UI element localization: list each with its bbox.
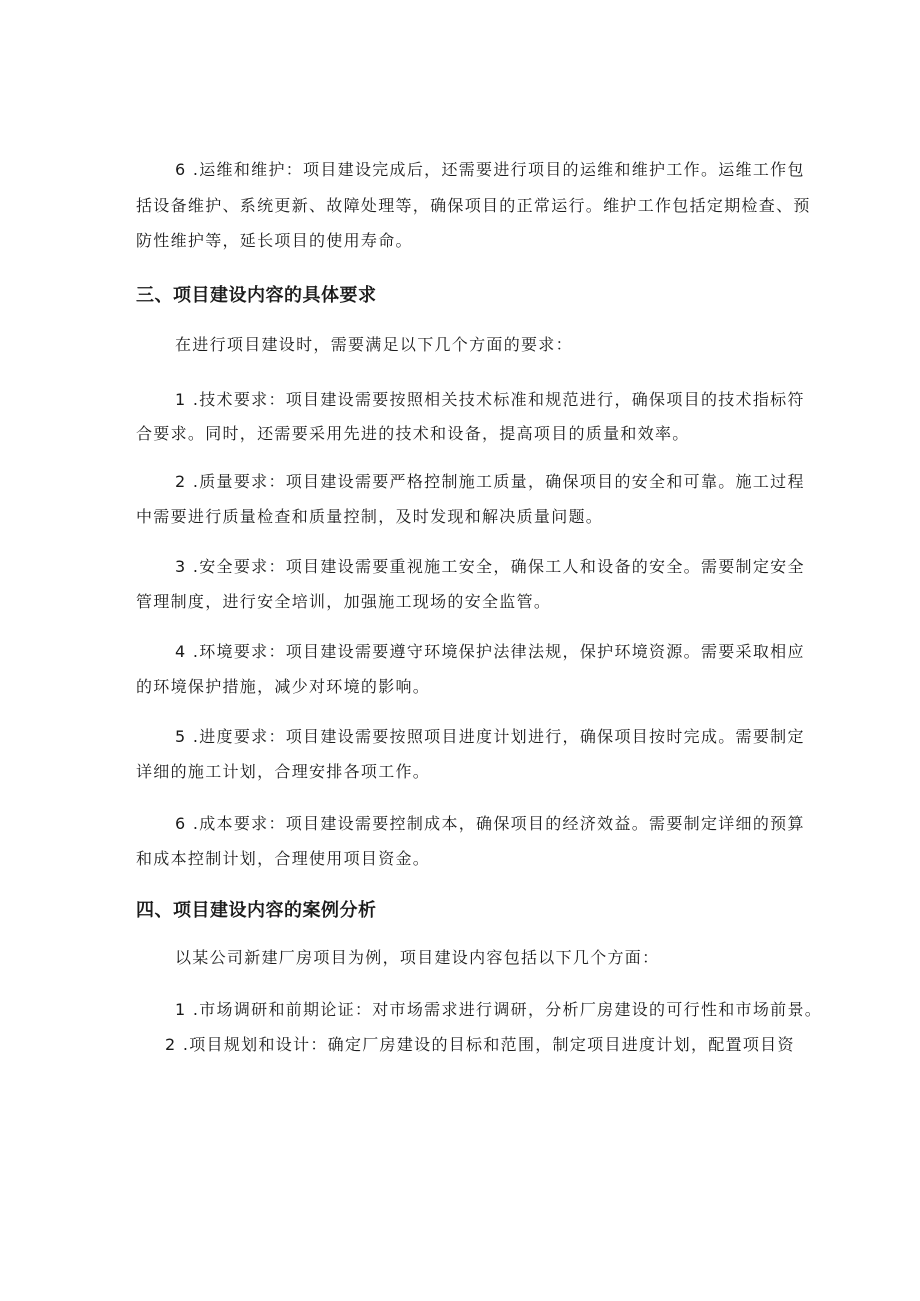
requirement-schedule-line2: 详细的施工计划，合理安排各项工作。	[136, 762, 431, 781]
paragraph-operation-line3: 防性维护等，延长项目的使用寿命。	[136, 231, 413, 250]
requirement-safety-line2: 管理制度，进行安全培训，加强施工现场的安全监管。	[136, 592, 552, 611]
requirement-schedule-line1: 5 .进度要求：项目建设需要按照项目进度计划进行，确保项目按时完成。需要制定	[175, 727, 805, 746]
requirement-safety-line1: 3 .安全要求：项目建设需要重视施工安全，确保工人和设备的安全。需要制定安全	[175, 557, 805, 576]
section4-intro: 以某公司新建厂房项目为例，项目建设内容包括以下几个方面：	[175, 948, 660, 967]
paragraph-operation-line1: 6 .运维和维护：项目建设完成后，还需要进行项目的运维和维护工作。运维工作包	[175, 160, 805, 179]
paragraph-operation-line2: 括设备维护、系统更新、故障处理等，确保项目的正常运行。维护工作包括定期检查、预	[136, 196, 811, 215]
requirement-cost-line2: 和成本控制计划，合理使用项目资金。	[136, 849, 431, 868]
requirement-technical-line1: 1 .技术要求：项目建设需要按照相关技术标准和规范进行，确保项目的技术指标符	[175, 390, 805, 409]
section3-intro: 在进行项目建设时，需要满足以下几个方面的要求：	[175, 335, 573, 354]
requirement-quality-line2: 中需要进行质量检查和质量控制，及时发现和解决质量问题。	[136, 507, 604, 526]
requirement-cost-line1: 6 .成本要求：项目建设需要控制成本，确保项目的经济效益。需要制定详细的预算	[175, 814, 805, 833]
requirement-environment-line1: 4 .环境要求：项目建设需要遵守环境保护法律法规，保护环境资源。需要采取相应	[175, 642, 805, 661]
case-item-planning-design: 2 .项目规划和设计：确定厂房建设的目标和范围，制定项目进度计划，配置项目资	[165, 1035, 795, 1054]
case-item-market-research: 1 .市场调研和前期论证：对市场需求进行调研，分析厂房建设的可行性和市场前景。	[175, 1000, 823, 1019]
section3-heading: 三、项目建设内容的具体要求	[136, 285, 377, 306]
requirement-technical-line2: 合要求。同时，还需要采用先进的技术和设备，提高项目的质量和效率。	[136, 424, 690, 443]
requirement-quality-line1: 2 .质量要求：项目建设需要严格控制施工质量，确保项目的安全和可靠。施工过程	[175, 472, 805, 491]
section4-heading: 四、项目建设内容的案例分析	[136, 900, 377, 921]
requirement-environment-line2: 的环境保护措施，减少对环境的影响。	[136, 677, 431, 696]
